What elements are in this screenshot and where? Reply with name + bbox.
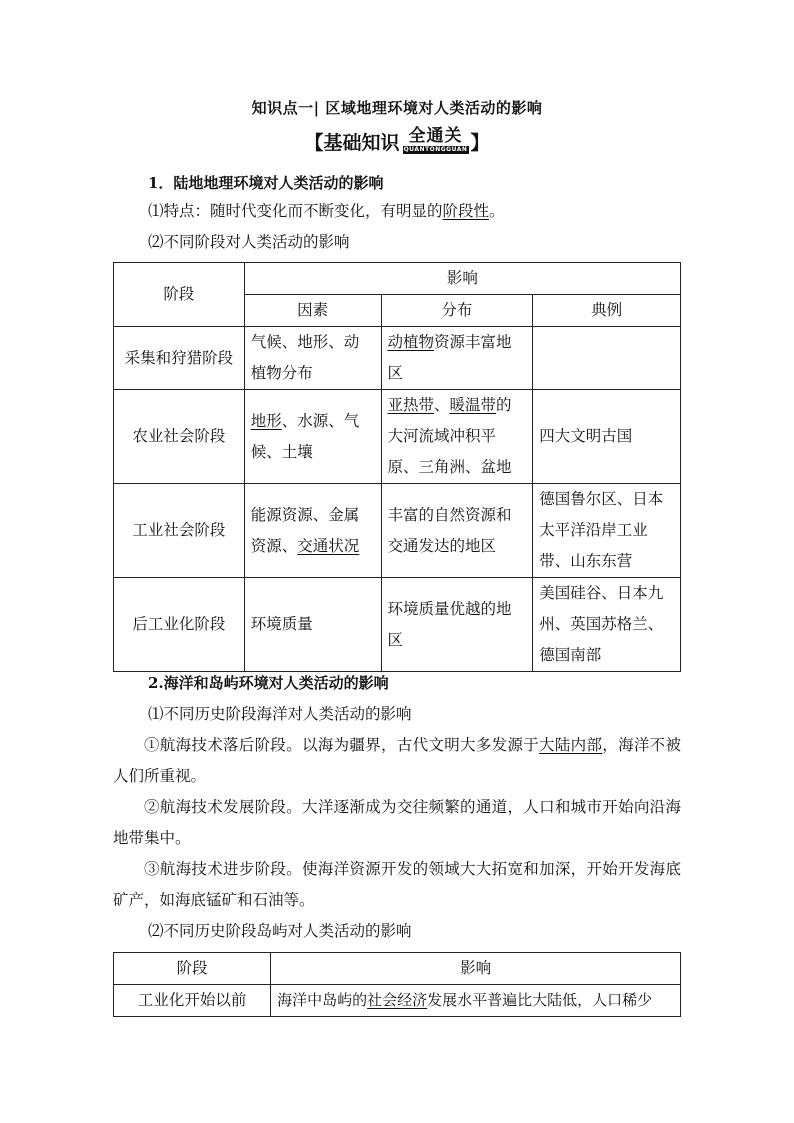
distribution-cell: 环境质量优越的地区 [381,578,533,672]
feature-line [148,196,505,227]
section2-sub2: ⑵不同历史阶段岛屿对人类活动的影响 [148,922,412,940]
table-row [114,327,681,390]
badge-sub-text: QUANTONGGUAN [403,146,468,153]
header-impact: 影响 [271,953,681,985]
header-stage: 阶段 [114,263,245,327]
header-distribution: 分布 [381,295,533,327]
header-impact: 影响 [244,263,680,295]
header-factor: 因素 [244,295,381,327]
paragraph-1: ①航海技术落后阶段。以海为疆界，古代文明大多发源于大陆内部，海洋不被人们所重视。 [113,736,681,785]
banner-prefix: 【基础知识 [304,131,400,154]
feature-keyword: 阶段性 [442,202,490,220]
section1-heading: 1．陆地地理环境对人类活动的影响 [148,174,384,192]
example-cell: 美国硅谷、日本九州、英国苏格兰、德国南部 [533,578,681,672]
knowledge-point-title: 知识点一| 区域地理环境对人类活动的影响 [251,99,543,117]
island-stage-table [113,952,681,1017]
table-row [114,985,681,1017]
distribution-cell: 动植物资源丰富地区 [381,327,533,390]
paragraph-3: ③航海技术进步阶段。使海洋资源开发的领域大大拓宽和加深，开始开发海底矿产，如海底锰矿和石油等。 [113,860,681,909]
distribution-cell: 丰富的自然资源和交通发达的地区 [381,484,533,578]
example-cell: 四大文明古国 [533,390,681,484]
stage-cell: 工业社会阶段 [114,484,245,578]
stage-cell: 工业化开始以前 [114,985,271,1017]
header-example: 典例 [533,295,681,327]
distribution-cell: 亚热带、暖温带的大河流域冲积平原、三角洲、盆地 [381,390,533,484]
table-row [114,484,681,578]
paragraph-2: ②航海技术发展阶段。大洋逐渐成为交往频繁的通道，人口和城市开始向沿海地带集中。 [113,798,681,847]
table-row [114,578,681,672]
section2-sub1: ⑴不同历史阶段海洋对人类活动的影响 [148,705,412,723]
stage-cell: 后工业化阶段 [114,578,245,672]
factor-cell: 能源资源、金属资源、交通状况 [244,484,381,578]
section1-subheading: ⑵不同阶段对人类活动的影响 [148,233,350,251]
factor-cell: 环境质量 [244,578,381,672]
factor-cell: 地形、水源、气候、土壤 [244,390,381,484]
example-cell [533,327,681,390]
basic-knowledge-banner [0,126,794,156]
feature-suffix: 。 [489,202,505,220]
example-cell: 德国鲁尔区、日本太平洋沿岸工业带、山东东营 [533,484,681,578]
table-row [114,390,681,484]
factor-cell: 气候、地形、动植物分布 [244,327,381,390]
feature-prefix: ⑴特点：随时代变化而不断变化，有明显的 [148,202,443,220]
banner-suffix: 】 [470,131,490,154]
impact-cell: 海洋中岛屿的社会经济发展水平普遍比大陆低，人口稀少 [271,985,681,1017]
badge-main-text: 全通关 [408,126,463,146]
quantongguan-badge [403,126,469,156]
header-stage: 阶段 [114,953,271,985]
stage-cell: 农业社会阶段 [114,390,245,484]
section2-heading: 2.海洋和岛屿环境对人类活动的影响 [148,674,389,692]
stage-cell: 采集和狩猎阶段 [114,327,245,390]
mainland-interior: 大陆内部 [539,736,603,754]
land-stage-table [113,262,681,672]
